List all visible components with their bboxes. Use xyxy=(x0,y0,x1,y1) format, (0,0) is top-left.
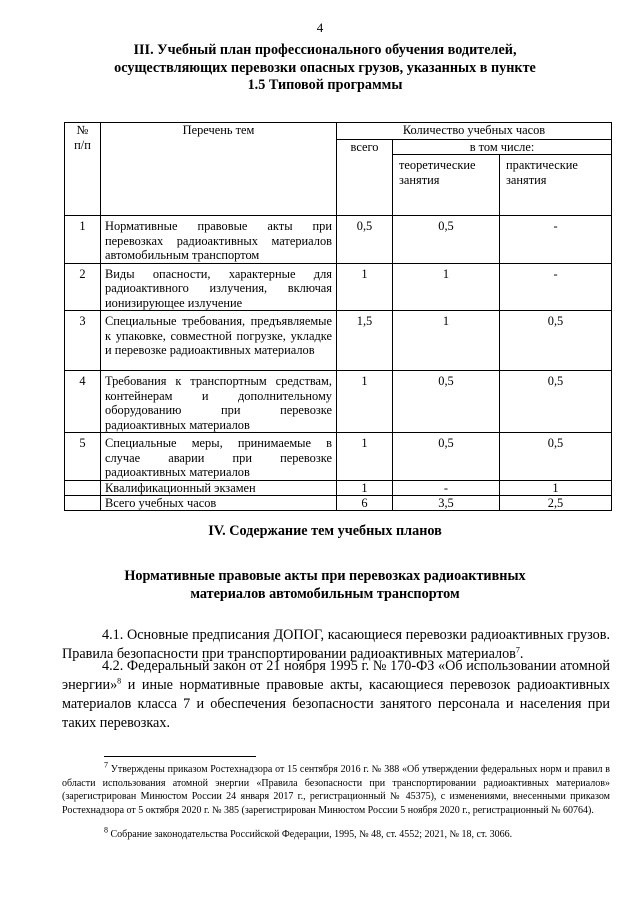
row-total: 1 xyxy=(337,263,393,311)
header-including: в том числе: xyxy=(393,140,612,155)
page-number: 4 xyxy=(316,20,324,35)
sum-practice: 2,5 xyxy=(500,495,612,510)
row-practice: 0,5 xyxy=(500,311,612,371)
exam-label: Квалификационный экзамен xyxy=(101,480,337,495)
row-number: 1 xyxy=(65,216,101,264)
row-practice: 0,5 xyxy=(500,433,612,481)
row-theory: 1 xyxy=(393,311,500,371)
subsection-title-line2: материалов автомобильным транспортом xyxy=(190,585,460,602)
row-total: 0,5 xyxy=(337,216,393,264)
row-total: 1,5 xyxy=(337,311,393,371)
sum-label: Всего учебных часов xyxy=(101,495,337,510)
table-row xyxy=(65,216,612,264)
header-practice: практические занятия xyxy=(500,155,612,216)
row-number: 4 xyxy=(65,371,101,433)
paragraph-4-2: 4.2. Федеральный закон от 21 ноября 1995 г. № 170-ФЗ «Об использовании атомной энергии»$^8$ и иные нормативные правовые акты, касающиеся перевозок радиоактивных материалов класса 7 и обеспечения безопасности занятого персонала и населения при таких перевозках. xyxy=(62,658,610,731)
row-topic: Требования к транспортным средствам, контейнерам и дополнительному оборудованию при перевозке радиоактивных материалов xyxy=(101,371,337,433)
header-hours: Количество учебных часов xyxy=(337,123,612,140)
row-total: 1 xyxy=(337,433,393,481)
header-total: всего xyxy=(337,140,393,216)
row-theory: 1 xyxy=(393,263,500,311)
section-3-title-line1: III. Учебный план профессионального обучения водителей, xyxy=(133,42,517,58)
row-topic: Нормативные правовые акты при перевозках радиоактивных материалов автомобильным транспортом xyxy=(101,216,337,264)
curriculum-table xyxy=(64,122,612,511)
row-number: 5 xyxy=(65,433,101,481)
row-practice: 0,5 xyxy=(500,371,612,433)
row-topic: Специальные меры, принимаемые в случае аварии при перевозке радиоактивных материалов xyxy=(101,433,337,481)
exam-theory: - xyxy=(393,480,500,495)
footnote-8: $^8$ Собрание законодательства Российской Федерации, 1995, № 48, ст. 4552; 2021, № 18, ст. 3066. xyxy=(104,825,513,840)
row-topic: Виды опасности, характерные для радиоактивного излучения, включая ионизирующее излучение xyxy=(101,263,337,311)
row-number: 3 xyxy=(65,311,101,371)
footnote-separator xyxy=(104,756,256,757)
exam-total: 1 xyxy=(337,480,393,495)
table-row xyxy=(65,371,612,433)
row-theory: 0,5 xyxy=(393,433,500,481)
section-3-title-line2: осуществляющих перевозки опасных грузов, указанных в пункте xyxy=(114,59,536,76)
exam-practice: 1 xyxy=(500,480,612,495)
section-4-title: IV. Содержание тем учебных планов xyxy=(208,523,442,539)
header-num: № п/п xyxy=(65,123,101,216)
row-practice: - xyxy=(500,263,612,311)
section-3-title-line3: 1.5 Типовой программы xyxy=(247,77,403,93)
row-topic: Специальные требования, предъявляемые к упаковке, совместной погрузке, укладке и перевозке радиоактивных материалов xyxy=(101,311,337,371)
footnote-ref-7: 7 xyxy=(515,645,520,655)
footnote-7: $^7$ Утверждены приказом Ростехнадзора от 15 сентября 2016 г. № 388 «Об утверждении федеральных норм и правил в области использования атомной энергии «Правила безопасности при транспортировании радиоактивных материалов» (зарегистрирован Минюстом России 24 января 2017 г., регистрационный № 45375), с изменениями, внесенными приказом Ростехнадзора от 5 октября 2020 г. № 385 (зарегистрирован Минюстом России 5 ноября 2020 г., регистрационный № 60764). xyxy=(62,760,610,816)
table-row xyxy=(65,263,612,311)
row-theory: 0,5 xyxy=(393,371,500,433)
header-topic: Перечень тем xyxy=(101,123,337,216)
header-theory: теоретические занятия xyxy=(393,155,500,216)
footnote-ref-8: 8 xyxy=(117,676,122,686)
subsection-title xyxy=(90,568,560,603)
table-row-sum xyxy=(65,495,612,510)
sum-theory: 3,5 xyxy=(393,495,500,510)
row-practice: - xyxy=(500,216,612,264)
subsection-title-line1: Нормативные правовые акты при перевозках радиоактивных xyxy=(124,568,526,584)
paragraph-4-1: 4.1. Основные предписания ДОПОГ, касающиеся перевозки радиоактивных грузов. Правила безопасности при транспортировании радиоактивных материалов$^7$. xyxy=(62,627,610,662)
row-total: 1 xyxy=(337,371,393,433)
table-row-exam xyxy=(65,480,612,495)
row-theory: 0,5 xyxy=(393,216,500,264)
row-number: 2 xyxy=(65,263,101,311)
sum-total: 6 xyxy=(337,495,393,510)
table-row xyxy=(65,433,612,481)
section-3-title xyxy=(90,42,560,95)
table-row xyxy=(65,311,612,371)
